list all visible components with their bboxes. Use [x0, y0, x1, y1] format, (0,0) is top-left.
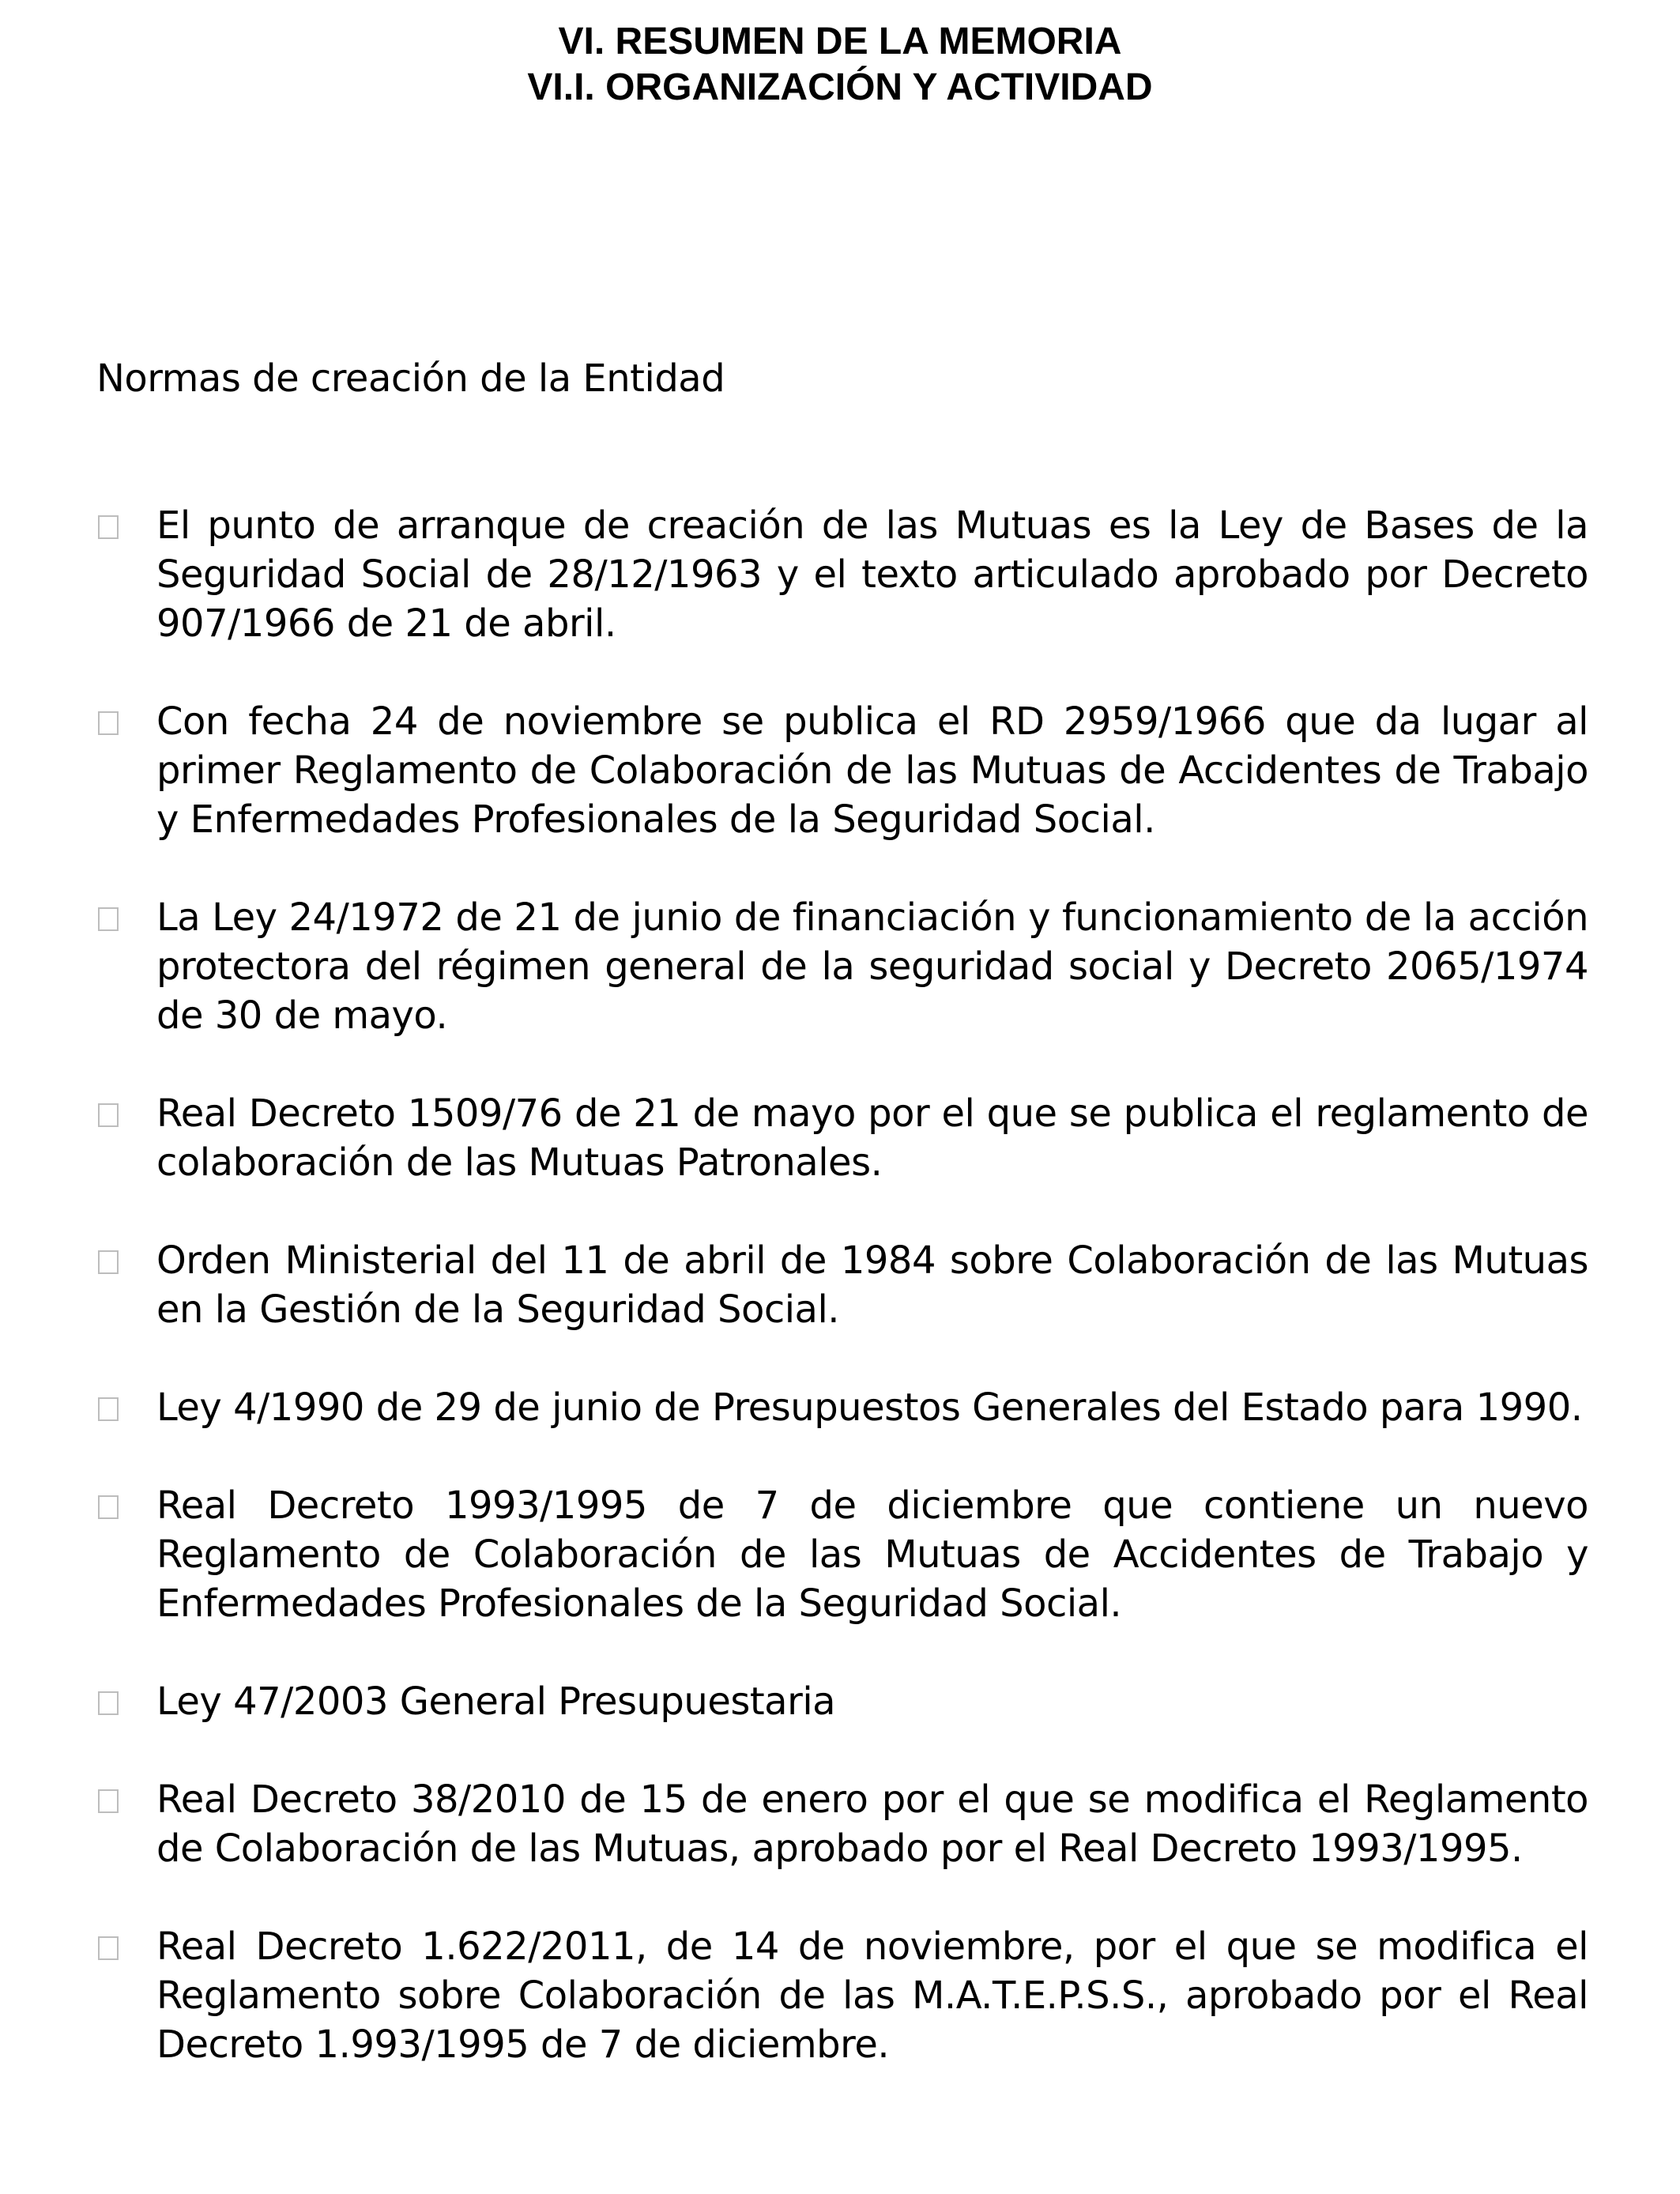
- list-item-text: El punto de arranque de creación de las Mutuas es la Ley de Bases de la Seguridad Social de 28/12/1963 y el texto articulado aprobado por Decreto 907/1966 de 21 de abril.: [156, 503, 1588, 646]
- list-item-text: Ley 47/2003 General Presupuestaria: [156, 1679, 836, 1724]
- list-item-text: Ley 4/1990 de 29 de junio de Presupuestos Generales del Estado para 1990.: [156, 1385, 1583, 1430]
- list-item: [96, 1922, 1588, 2069]
- title-line-2: VI.I. ORGANIZACIÓN Y ACTIVIDAD: [527, 66, 1153, 108]
- list-item-text: Real Decreto 1993/1995 de 7 de diciembre que contiene un nuevo Reglamento de Colaboración de las Mutuas de Accidentes de Trabajo y Enfermedades Profesionales de la Seguridad Social.: [156, 1483, 1588, 1626]
- document-title: [0, 19, 1680, 111]
- square-bullet-icon: [98, 907, 119, 931]
- list-item: [96, 1775, 1588, 1873]
- list-item: [96, 697, 1588, 844]
- square-bullet-icon: [98, 1936, 119, 1960]
- list-item: [96, 1383, 1588, 1432]
- square-bullet-icon: [98, 515, 119, 539]
- list-item-text: Real Decreto 1509/76 de 21 de mayo por el que se publica el reglamento de colaboración de las Mutuas Patronales.: [156, 1091, 1588, 1185]
- list-item-text: Orden Ministerial del 11 de abril de 1984 sobre Colaboración de las Mutuas en la Gestión de la Seguridad Social.: [156, 1238, 1588, 1332]
- list-item: [96, 501, 1588, 648]
- square-bullet-icon: [98, 1495, 119, 1519]
- section-heading: Normas de creación de la Entidad: [96, 356, 725, 401]
- list-item: [96, 1089, 1588, 1187]
- square-bullet-icon: [98, 1397, 119, 1421]
- list-item: [96, 893, 1588, 1040]
- list-item-text: Real Decreto 1.622/2011, de 14 de noviembre, por el que se modifica el Reglamento sobre Colaboración de las M.A.T.E.P.S.S., aprobado por el Real Decreto 1.993/1995 de 7 de diciembre.: [156, 1924, 1588, 2067]
- square-bullet-icon: [98, 1789, 119, 1813]
- regulation-list: [96, 501, 1588, 2118]
- square-bullet-icon: [98, 1691, 119, 1715]
- list-item: [96, 1236, 1588, 1334]
- list-item-text: La Ley 24/1972 de 21 de junio de financiación y funcionamiento de la acción protectora del régimen general de la seguridad social y Decreto 2065/1974 de 30 de mayo.: [156, 895, 1588, 1038]
- list-item: [96, 1481, 1588, 1628]
- square-bullet-icon: [98, 1250, 119, 1274]
- title-line-1: VI. RESUMEN DE LA MEMORIA: [558, 21, 1122, 62]
- square-bullet-icon: [98, 1103, 119, 1127]
- list-item-text: Con fecha 24 de noviembre se publica el RD 2959/1966 que da lugar al primer Reglamento de Colaboración de las Mutuas de Accidentes de Trabajo y Enfermedades Profesionales de la Seguridad Social.: [156, 699, 1588, 842]
- list-item-text: Real Decreto 38/2010 de 15 de enero por el que se modifica el Reglamento de Colaboración de las Mutuas, aprobado por el Real Decreto 1993/1995.: [156, 1777, 1588, 1871]
- square-bullet-icon: [98, 711, 119, 735]
- list-item: [96, 1677, 1588, 1726]
